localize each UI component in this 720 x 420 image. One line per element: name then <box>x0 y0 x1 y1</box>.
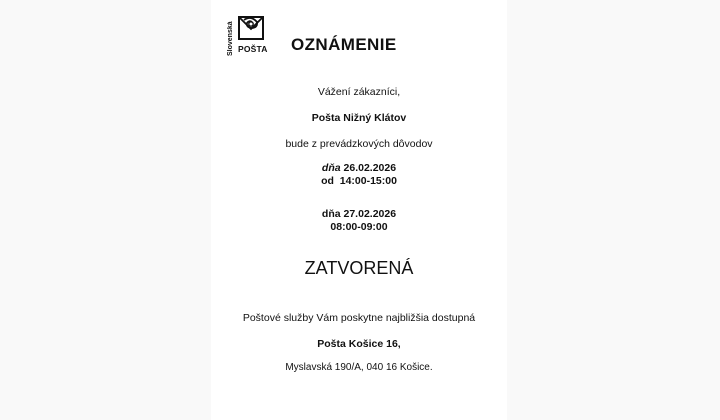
office-name: Pošta Nižný Klátov <box>311 112 407 124</box>
slovenska-posta-logo <box>228 14 266 56</box>
logo-brand-text: POŠTA <box>238 44 268 54</box>
reason-text: bude z prevádzkových dôvodov <box>285 138 433 150</box>
alternative-address: Myslavská 190/A, 040 16 Košice. <box>285 362 433 373</box>
closure-2-date: dňa 27.02.2026 <box>321 208 397 220</box>
notice-page <box>211 0 507 420</box>
page-title: OZNÁMENIE <box>291 35 397 54</box>
alternative-intro: Poštové služby Vám poskytne najbližšia dostupná <box>242 312 476 324</box>
closure-1-date <box>211 162 507 174</box>
closure-1-date-value: 26.02.2026 <box>343 162 397 174</box>
closed-status: ZATVORENÁ <box>304 258 414 278</box>
closure-2-time: 08:00-09:00 <box>330 221 388 233</box>
closure-1-day-word: dňa <box>321 162 341 174</box>
greeting-text: Vážení zákazníci, <box>317 86 401 98</box>
alternative-office: Pošta Košice 16, <box>317 338 401 350</box>
closure-1-time: od 14:00-15:00 <box>321 175 397 187</box>
logo-vertical-text: Slovenská <box>227 21 234 56</box>
posthorn-envelope-icon <box>238 16 264 40</box>
